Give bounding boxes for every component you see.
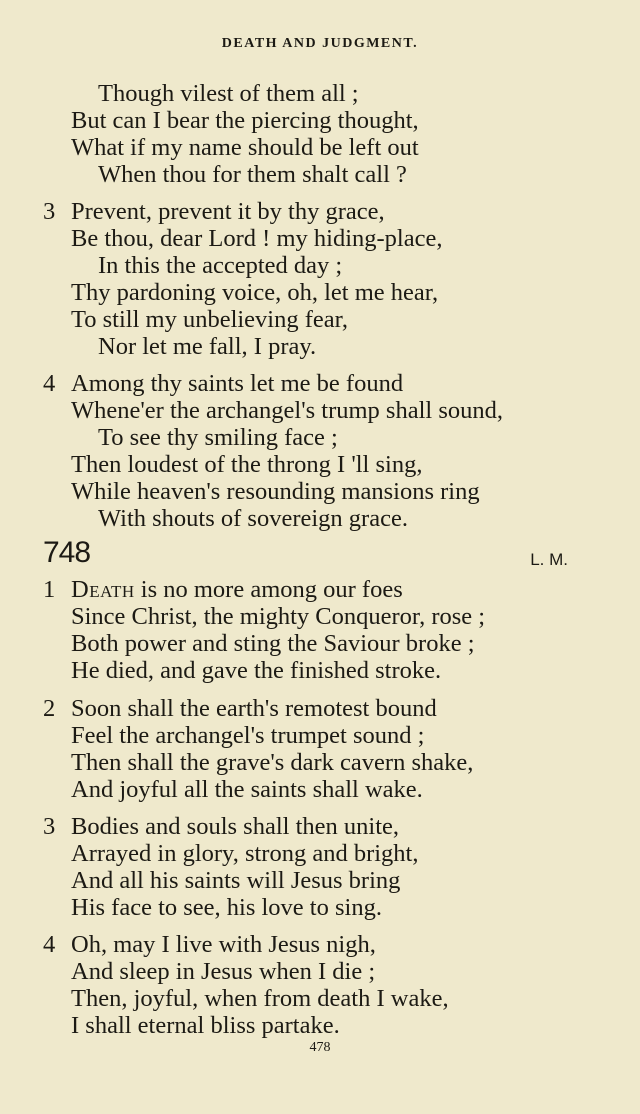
verse-line: He died, and gave the finished stroke. <box>71 657 442 684</box>
verse-line: Prevent, prevent it by thy grace, <box>71 198 385 225</box>
verse-number: 1 <box>43 576 56 603</box>
verse-line: His face to see, his love to sing. <box>71 894 382 921</box>
verse-line: Feel the archangel's trumpet sound ; <box>71 722 425 749</box>
verse-line: Nor let me fall, I pray. <box>98 333 317 360</box>
verse-line: Whene'er the archangel's trump shall sound, <box>71 397 503 424</box>
verse-line: Soon shall the earth's remotest bound <box>71 695 437 722</box>
verse-line: Then loudest of the throng I 'll sing, <box>71 451 423 478</box>
hymn-meter: L. M. <box>530 550 568 569</box>
verse-line: While heaven's resounding mansions ring <box>71 478 480 505</box>
verse-number: 2 <box>43 695 56 722</box>
verse-line <box>71 576 403 604</box>
first-word: Death <box>71 576 135 603</box>
verse-number: 4 <box>43 370 56 397</box>
verse-number: 3 <box>43 198 56 225</box>
verse-number: 4 <box>43 931 56 958</box>
verse-line: In this the accepted day ; <box>98 252 343 279</box>
verse-line: Oh, may I live with Jesus nigh, <box>71 931 376 958</box>
page-number: 478 <box>309 1040 331 1055</box>
verse-line: To see thy smiling face ; <box>98 424 338 451</box>
first-line-rest: is no more among our foes <box>134 576 403 603</box>
verse-line: Arrayed in glory, strong and bright, <box>71 840 419 867</box>
verse-line: Both power and sting the Saviour broke ; <box>71 630 475 657</box>
verse-line: To still my unbelieving fear, <box>71 306 348 333</box>
verse-line: I shall eternal bliss partake. <box>71 1012 340 1039</box>
verse-line: And all his saints will Jesus bring <box>71 867 401 894</box>
verse-line: Thy pardoning voice, oh, let me hear, <box>71 279 439 306</box>
verse-line: Since Christ, the mighty Conqueror, rose ; <box>71 603 486 630</box>
hymn-number: 748 <box>43 536 91 569</box>
verse-line: Among thy saints let me be found <box>71 370 404 397</box>
verse-line: But can I bear the piercing thought, <box>71 107 419 134</box>
verse-line: Though vilest of them all ; <box>98 80 359 107</box>
running-head: DEATH AND JUDGMENT. <box>221 36 419 51</box>
verse-line: Then, joyful, when from death I wake, <box>71 985 449 1012</box>
verse-line: Be thou, dear Lord ! my hiding-place, <box>71 225 443 252</box>
verse-line: Then shall the grave's dark cavern shake, <box>71 749 474 776</box>
verse-line: Bodies and souls shall then unite, <box>71 813 399 840</box>
verse-line: When thou for them shalt call ? <box>98 161 407 188</box>
verse-line: What if my name should be left out <box>71 134 419 161</box>
verse-number: 3 <box>43 813 56 840</box>
verse-line: And joyful all the saints shall wake. <box>71 776 423 803</box>
verse-line: With shouts of sovereign grace. <box>98 505 408 532</box>
verse-line: And sleep in Jesus when I die ; <box>71 958 376 985</box>
